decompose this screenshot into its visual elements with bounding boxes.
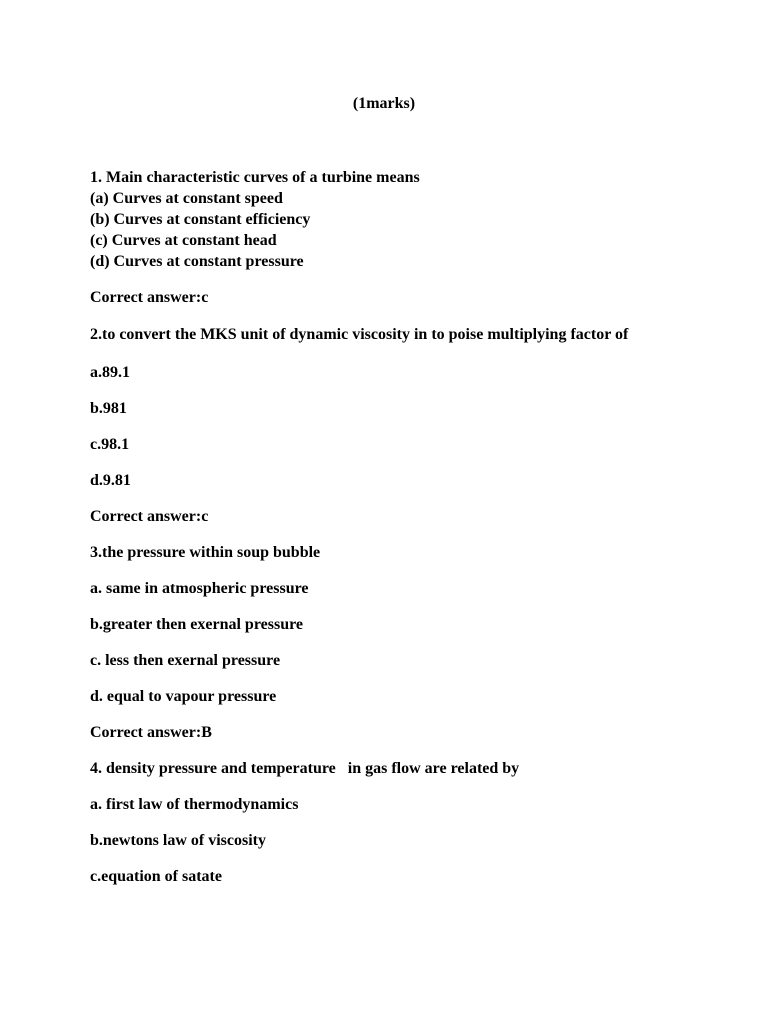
question-text: 1. Main characteristic curves of a turbine means bbox=[90, 169, 420, 186]
question-3-text: 3.the pressure within soup bubble bbox=[90, 544, 321, 561]
q3-option-c: c. less then exernal pressure bbox=[90, 652, 281, 669]
marks-heading: (1marks) bbox=[352, 95, 416, 112]
option-d: (d) Curves at constant pressure bbox=[90, 253, 304, 270]
q2-option-a: a.89.1 bbox=[90, 364, 130, 381]
q4-option-b: b.newtons law of viscosity bbox=[90, 832, 267, 849]
correct-answer-1: Correct answer:c bbox=[90, 289, 209, 306]
q3-option-d: d. equal to vapour pressure bbox=[90, 688, 277, 705]
option-a: (a) Curves at constant speed bbox=[90, 190, 283, 207]
correct-answer-3: Correct answer:B bbox=[90, 724, 212, 741]
q3-option-a: a. same in atmospheric pressure bbox=[90, 580, 309, 597]
question-1 bbox=[90, 167, 680, 272]
question-4-text: 4. density pressure and temperature in gas flow are related by bbox=[90, 760, 520, 777]
q3-option-b: b.greater then exernal pressure bbox=[90, 616, 304, 633]
question-list bbox=[90, 167, 680, 887]
q2-option-d: d.9.81 bbox=[90, 472, 131, 489]
question-2-text: 2.to convert the MKS unit of dynamic viscosity in to poise multiplying factor of bbox=[90, 326, 629, 343]
option-c: (c) Curves at constant head bbox=[90, 232, 277, 249]
option-b: (b) Curves at constant efficiency bbox=[90, 211, 311, 228]
q2-option-c: c.98.1 bbox=[90, 436, 130, 453]
q4-option-a: a. first law of thermodynamics bbox=[90, 796, 299, 813]
correct-answer-2: Correct answer:c bbox=[90, 508, 209, 525]
q4-option-c: c.equation of satate bbox=[90, 868, 222, 885]
q2-option-b: b.981 bbox=[90, 400, 127, 417]
